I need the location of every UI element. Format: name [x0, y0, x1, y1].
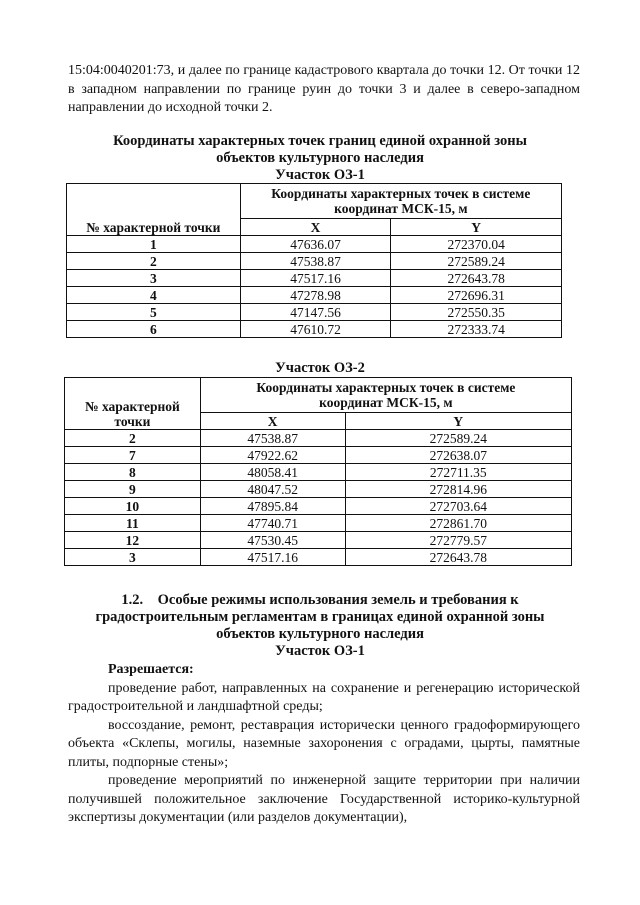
table-row [65, 498, 572, 515]
coord-x: 47530.45 [200, 532, 345, 549]
coord-y: 272814.96 [345, 481, 571, 498]
coord-x: 47517.16 [200, 549, 345, 566]
table-row [65, 464, 572, 481]
header-coordinates [240, 184, 561, 219]
point-number: 10 [65, 498, 201, 515]
header-coordinates-line: координат МСК-15, м [319, 395, 453, 410]
coordinates-table-oz2 [64, 377, 572, 566]
coord-y: 272638.07 [345, 447, 571, 464]
coord-x: 48058.41 [200, 464, 345, 481]
heading-line: 1.2. Особые режимы использования земель и требования к [121, 592, 519, 608]
coord-y: 272711.35 [345, 464, 571, 481]
intro-paragraph: 15:04:0040201:73, и далее по границе кадастрового квартала до точки 12. От точки 12 в западном направлении по границе руин до точки 3 и далее в северо-западном направлении до исходной точки 2. [68, 63, 580, 115]
subtitle-oz2: Участок ОЗ-2 [275, 360, 365, 376]
point-number: 2 [67, 253, 241, 270]
coord-x: 47517.16 [240, 270, 391, 287]
coord-x: 47740.71 [200, 515, 345, 532]
coord-x: 48047.52 [200, 481, 345, 498]
point-number: 9 [65, 481, 201, 498]
header-point-line: точки [114, 414, 151, 429]
header-y: Y [391, 219, 562, 236]
point-number: 3 [67, 270, 241, 287]
table-row [67, 304, 562, 321]
heading-line: Координаты характерных точек границ единой охранной зоны [113, 133, 527, 149]
table-row [65, 481, 572, 498]
coord-y: 272589.24 [391, 253, 562, 270]
subtitle-oz1: Участок ОЗ-1 [275, 167, 365, 183]
table-row [67, 321, 562, 338]
heading-line: градостроительным регламентам в границах единой охранной зоны [95, 609, 545, 625]
coord-y: 272550.35 [391, 304, 562, 321]
table-row [65, 549, 572, 566]
coord-x: 47610.72 [240, 321, 391, 338]
header-point-number [65, 378, 201, 430]
header-coordinates-line: Координаты характерных точек в системе [256, 380, 516, 395]
coord-y: 272696.31 [391, 287, 562, 304]
point-number: 2 [65, 430, 201, 447]
paragraph: проведение мероприятий по инженерной защите территории при наличии получившей положительное заключение Государственной историко-культурной экспертизы документации (или разделов документации), [68, 773, 580, 825]
point-number: 3 [65, 549, 201, 566]
table-row [65, 430, 572, 447]
coord-x: 47278.98 [240, 287, 391, 304]
coordinates-table-oz1 [66, 183, 562, 338]
coord-y: 272643.78 [391, 270, 562, 287]
point-number: 4 [67, 287, 241, 304]
coord-x: 47538.87 [200, 430, 345, 447]
coord-y: 272643.78 [345, 549, 571, 566]
paragraph: воссоздание, ремонт, реставрация исторически ценного градоформирующего объекта «Склепы, могилы, наземные захоронения с оградами, цырты, памятные плиты, подпорные стены»; [68, 717, 580, 770]
regulations-body [68, 661, 580, 828]
section-heading-oz1 [60, 133, 580, 184]
subtitle-oz1: Участок ОЗ-1 [275, 643, 365, 659]
point-number: 7 [65, 447, 201, 464]
header-y: Y [345, 413, 571, 430]
table-row [65, 532, 572, 549]
coord-y: 272589.24 [345, 430, 571, 447]
point-number: 6 [67, 321, 241, 338]
coord-x: 47538.87 [240, 253, 391, 270]
header-coordinates [200, 378, 571, 413]
table-row [67, 287, 562, 304]
allowed-label: Разрешается: [108, 662, 194, 677]
header-coordinates-line: Координаты характерных точек в системе [271, 186, 531, 201]
heading-line: объектов культурного наследия [216, 150, 424, 166]
header-x: X [240, 219, 391, 236]
coord-x: 47636.07 [240, 236, 391, 253]
coord-y: 272333.74 [391, 321, 562, 338]
point-number: 1 [67, 236, 241, 253]
header-coordinates-line: координат МСК-15, м [334, 201, 468, 216]
header-point-line: № характерной [85, 399, 180, 414]
coord-x: 47895.84 [200, 498, 345, 515]
header-x: X [200, 413, 345, 430]
heading-line: объектов культурного наследия [216, 626, 424, 642]
table-row [67, 236, 562, 253]
section-heading-1-2 [60, 592, 580, 660]
table-row [65, 515, 572, 532]
point-number: 5 [67, 304, 241, 321]
coord-y: 272703.64 [345, 498, 571, 515]
header-point-number: № характерной точки [67, 184, 241, 236]
table-row [67, 253, 562, 270]
coord-y: 272370.04 [391, 236, 562, 253]
point-number: 11 [65, 515, 201, 532]
point-number: 12 [65, 532, 201, 549]
paragraph: проведение работ, направленных на сохранение и регенерацию исторической градостроительной и ландшафтной среды; [68, 680, 580, 714]
coord-y: 272779.57 [345, 532, 571, 549]
coord-x: 47922.62 [200, 447, 345, 464]
table-row [67, 270, 562, 287]
table-row [65, 447, 572, 464]
point-number: 8 [65, 464, 201, 481]
coord-y: 272861.70 [345, 515, 571, 532]
coord-x: 47147.56 [240, 304, 391, 321]
